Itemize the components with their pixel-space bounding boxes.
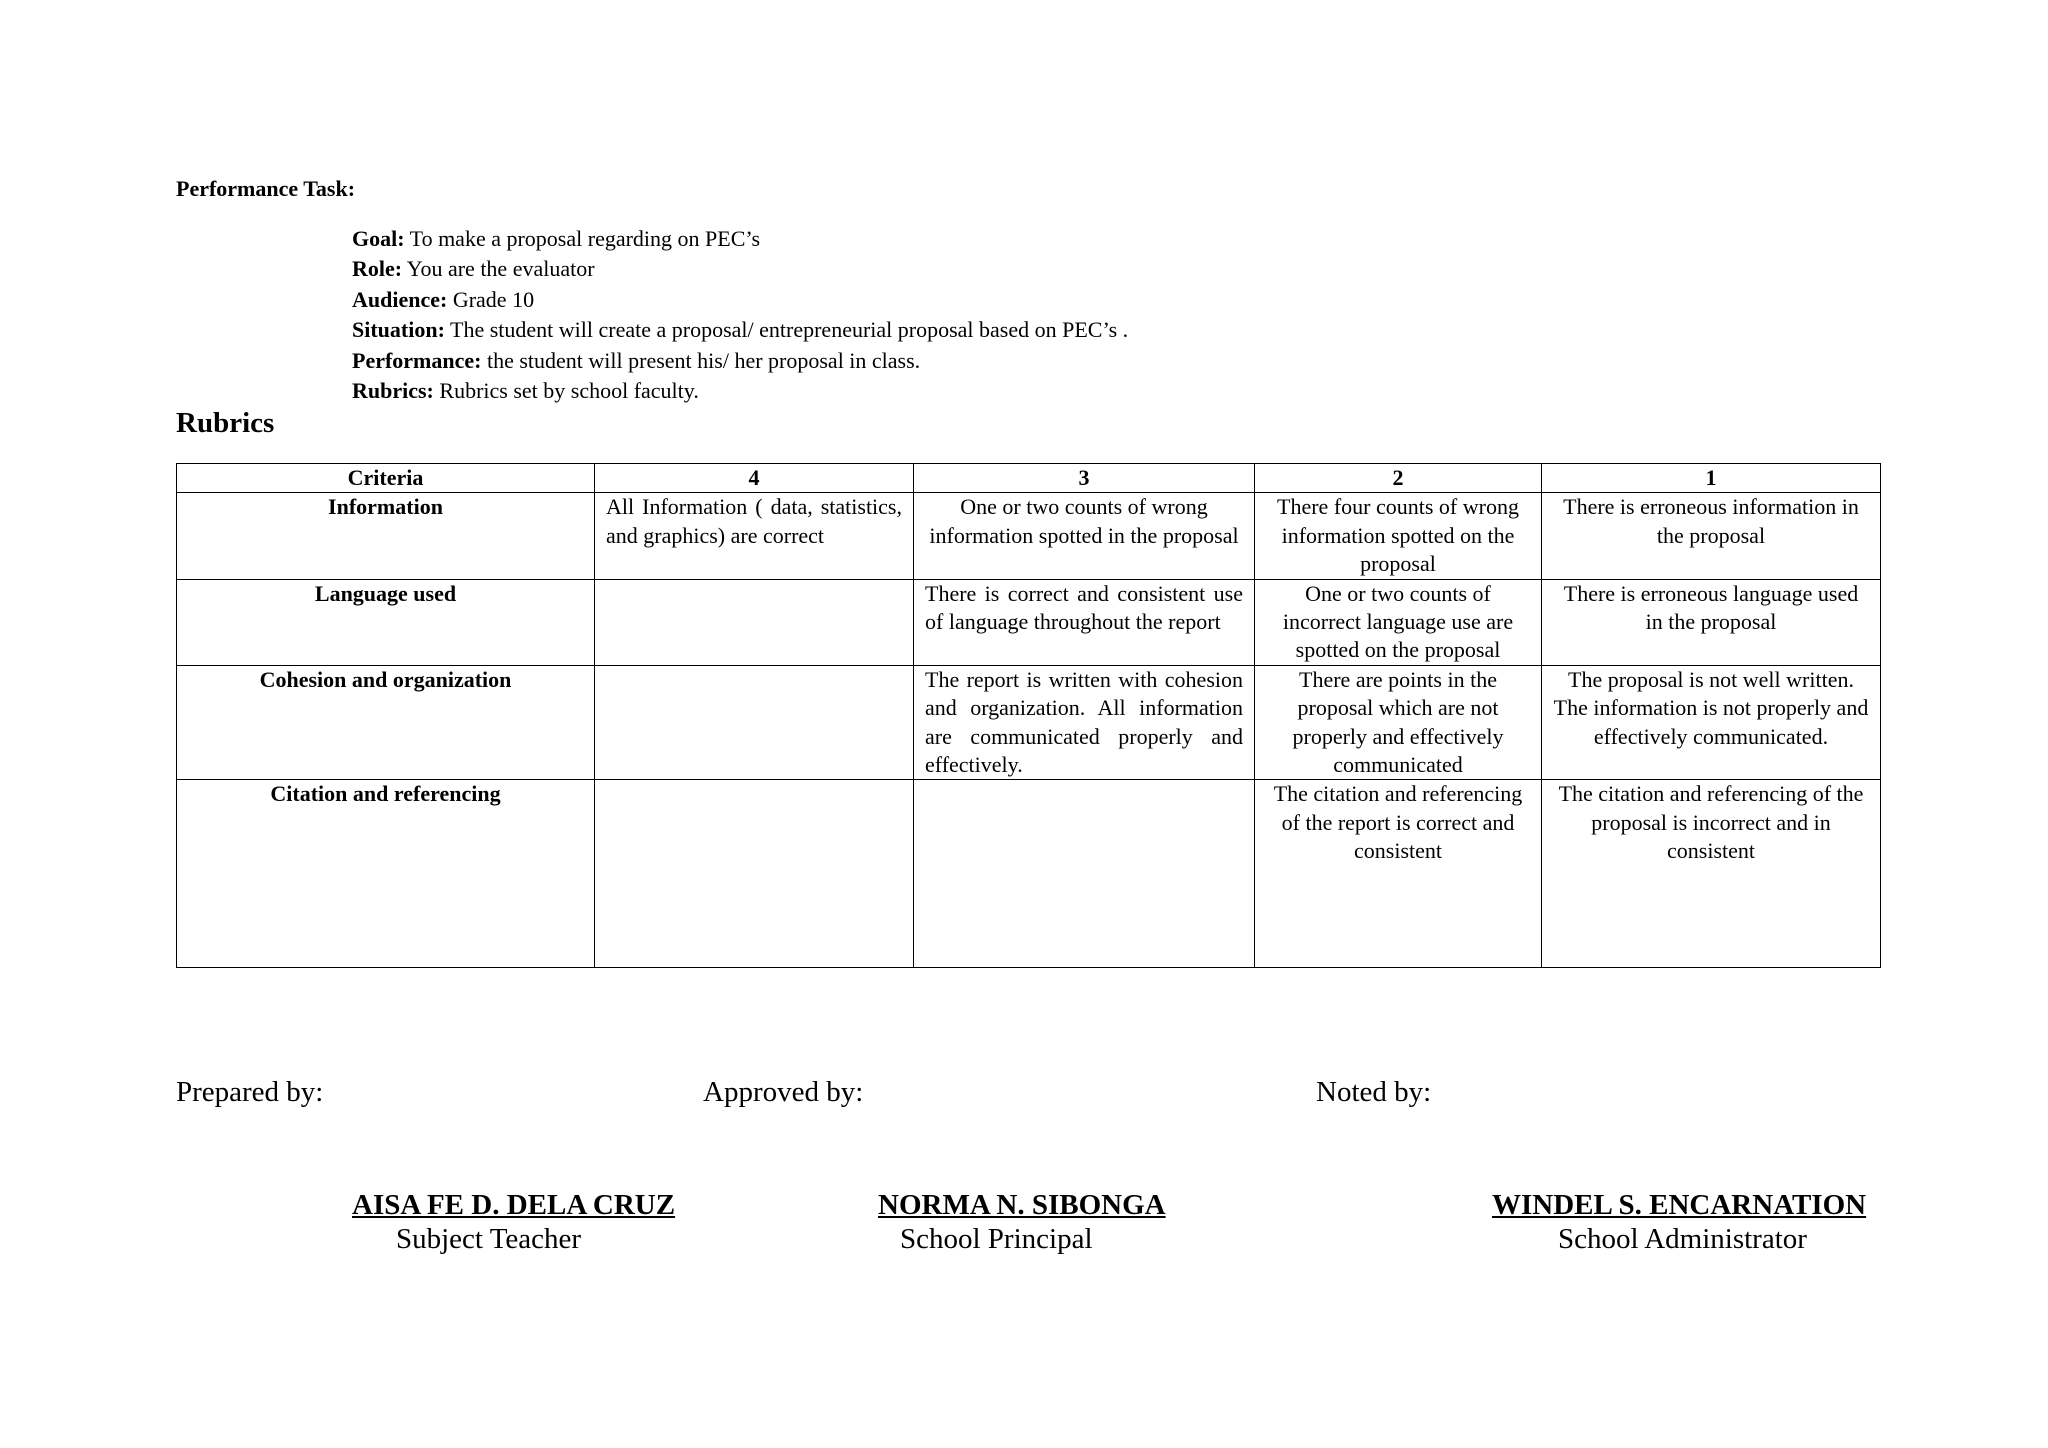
preparer-name: AISA FE D. DELA CRUZ — [352, 1189, 676, 1221]
table-row — [177, 493, 1881, 579]
preparer-role: Subject Teacher — [396, 1223, 582, 1255]
performance-line — [352, 346, 1128, 376]
noter-role: School Administrator — [1558, 1223, 1807, 1255]
header-score-1: 1 — [1542, 464, 1881, 493]
noter-name: WINDEL S. ENCARNATION — [1492, 1189, 1867, 1221]
score-2-cell: There are points in the proposal which are not properly and effectively communicated — [1255, 665, 1542, 780]
audience-text: Grade 10 — [447, 286, 535, 312]
score-4-cell — [595, 780, 914, 968]
goal-line — [352, 224, 1128, 254]
score-1-cell: There is erroneous information in the proposal — [1542, 493, 1881, 579]
table-row — [177, 780, 1881, 968]
score-4-cell — [595, 579, 914, 665]
score-1-cell: There is erroneous language used in the proposal — [1542, 579, 1881, 665]
criteria-cell: Language used — [177, 579, 595, 665]
header-score-3: 3 — [914, 464, 1255, 493]
situation-label: Situation: — [352, 317, 445, 343]
audience-label: Audience: — [352, 286, 448, 312]
role-line — [352, 254, 1128, 284]
approved-by-label: Approved by: — [703, 1076, 864, 1108]
role-label: Role: — [352, 256, 403, 282]
prepared-by-label: Prepared by: — [176, 1076, 324, 1108]
score-3-cell: The report is written with cohesion and organization. All information are communicated properly and effectively. — [914, 665, 1255, 780]
performance-text: the student will present his/ her proposal in class. — [481, 347, 921, 373]
grasps-list — [352, 224, 1128, 406]
audience-line — [352, 285, 1128, 315]
header-score-2: 2 — [1255, 464, 1542, 493]
rubric-header-row — [177, 464, 1881, 493]
situation-line — [352, 315, 1128, 345]
score-4-cell — [595, 665, 914, 780]
header-score-4: 4 — [595, 464, 914, 493]
approver-role: School Principal — [900, 1223, 1093, 1255]
score-2-cell: There four counts of wrong information spotted on the proposal — [1255, 493, 1542, 579]
performance-label: Performance: — [352, 347, 482, 373]
criteria-cell: Cohesion and organization — [177, 665, 595, 780]
criteria-cell: Citation and referencing — [177, 780, 595, 968]
score-1-cell: The citation and referencing of the proposal is incorrect and in consistent — [1542, 780, 1881, 968]
approver-name: NORMA N. SIBONGA — [878, 1189, 1166, 1221]
score-3-cell — [914, 780, 1255, 968]
score-2-cell: One or two counts of incorrect language use are spotted on the proposal — [1255, 579, 1542, 665]
performance-task-heading: Performance Task: — [176, 176, 356, 201]
goal-label: Goal: — [352, 226, 405, 251]
score-4-cell: All Information ( data, statistics, and graphics) are correct — [595, 493, 914, 579]
rubric-table — [176, 463, 1881, 968]
score-2-cell: The citation and referencing of the report is correct and consistent — [1255, 780, 1542, 968]
rubrics-label: Rubrics: — [352, 378, 434, 404]
rubrics-line — [352, 376, 1128, 406]
score-3-cell: There is correct and consistent use of language throughout the report — [914, 579, 1255, 665]
goal-text: To make a proposal regarding on PEC’s — [404, 226, 761, 251]
table-row — [177, 665, 1881, 780]
situation-text: The student will create a proposal/ entrepreneurial proposal based on PEC’s . — [444, 317, 1129, 343]
criteria-cell: Information — [177, 493, 595, 579]
score-3-cell: One or two counts of wrong information spotted in the proposal — [914, 493, 1255, 579]
header-criteria: Criteria — [177, 464, 595, 493]
rubrics-title: Rubrics — [176, 407, 275, 439]
role-text: You are the evaluator — [402, 256, 595, 282]
score-1-cell: The proposal is not well written. The information is not properly and effectively communicated. — [1542, 665, 1881, 780]
rubrics-text: Rubrics set by school faculty. — [433, 378, 699, 404]
noted-by-label: Noted by: — [1316, 1076, 1432, 1108]
table-row — [177, 579, 1881, 665]
